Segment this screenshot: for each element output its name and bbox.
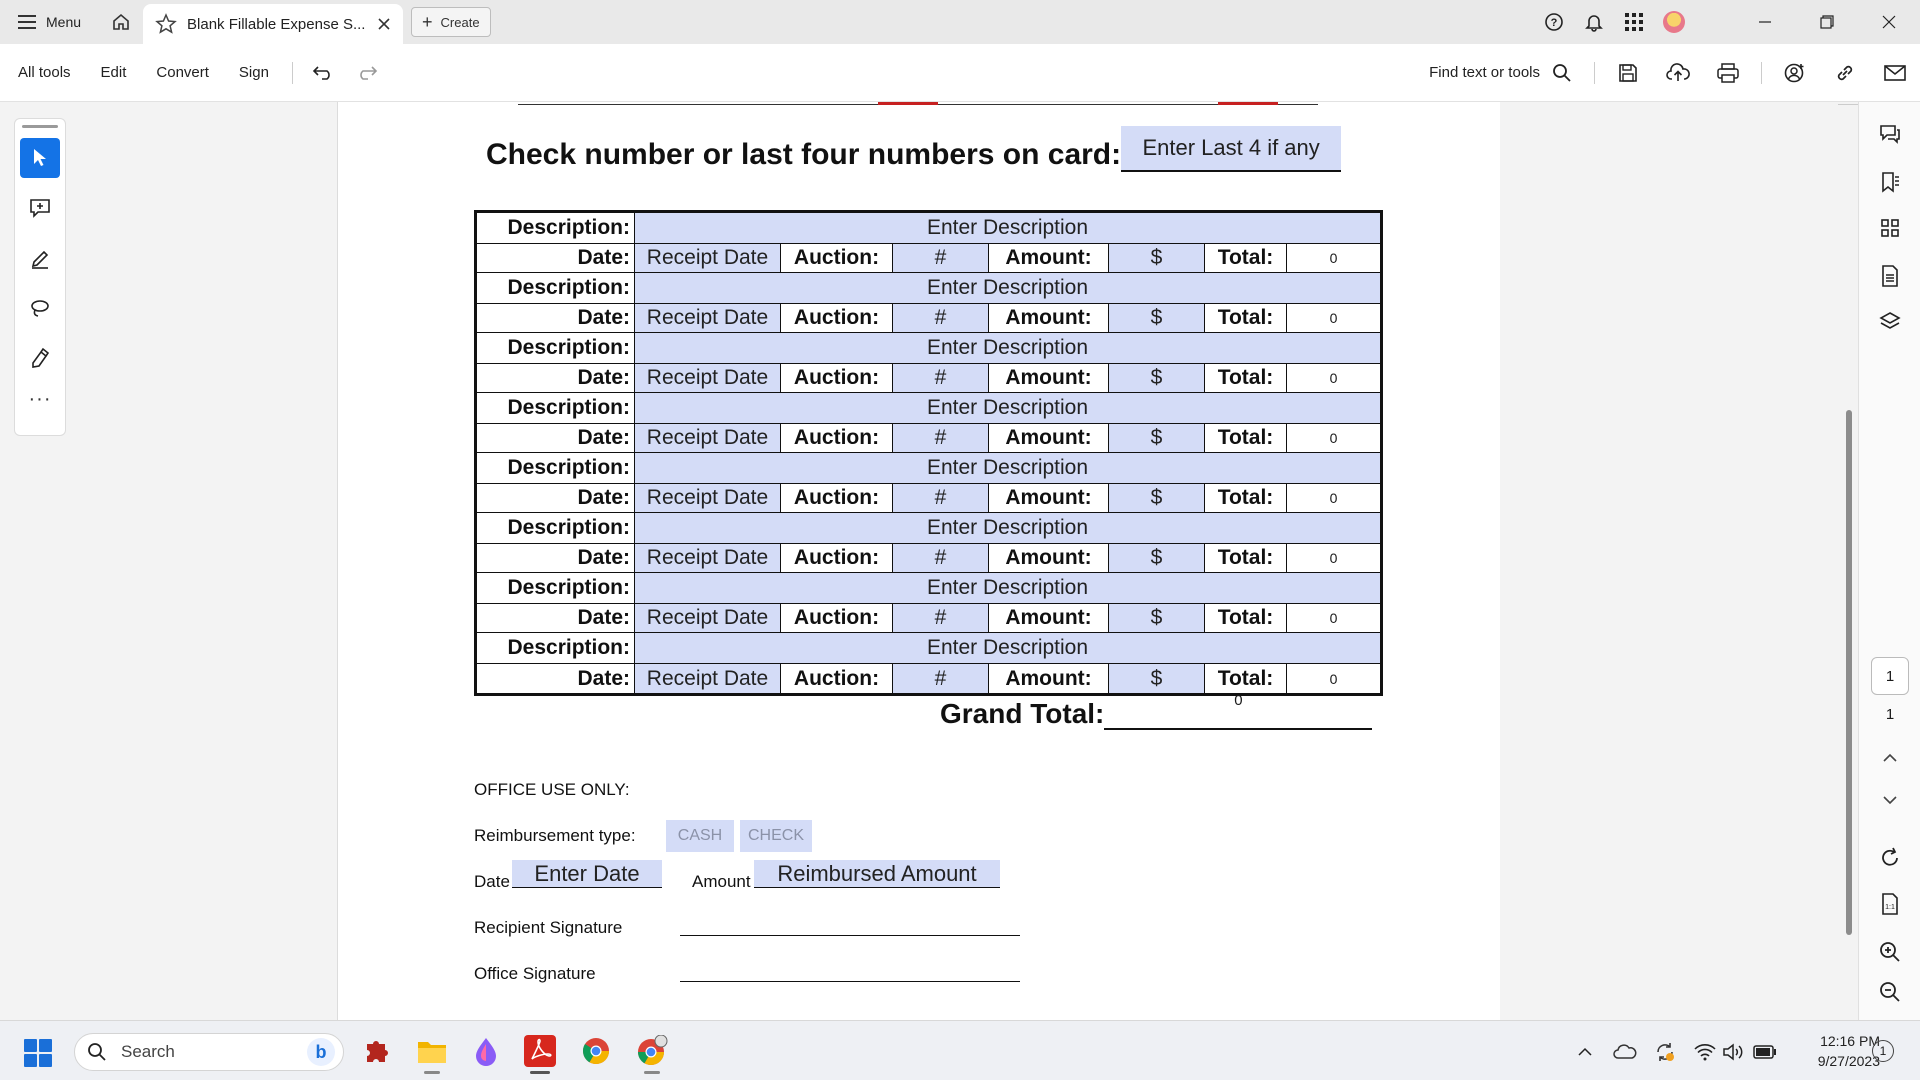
page-fit-icon bbox=[1880, 893, 1900, 915]
receipt-date-field[interactable]: Receipt Date bbox=[635, 364, 781, 392]
paint-drop-icon bbox=[473, 1036, 499, 1066]
title-bar bbox=[0, 0, 1920, 44]
rail-drag-handle[interactable] bbox=[22, 125, 58, 128]
office-signature-line[interactable] bbox=[680, 981, 1020, 982]
toolbar-divider bbox=[292, 62, 293, 84]
amount-label: Amount bbox=[692, 872, 751, 891]
zoom-in-icon bbox=[1879, 941, 1901, 963]
total-label: Total: bbox=[1205, 664, 1287, 693]
taskbar-search-label: Search bbox=[121, 1042, 175, 1061]
running-indicator bbox=[530, 1071, 550, 1074]
description-label: Description: bbox=[477, 633, 635, 663]
more-tools-icon[interactable]: ··· bbox=[28, 388, 52, 410]
redo-icon bbox=[356, 65, 378, 81]
create-label: Create bbox=[440, 14, 480, 30]
details-row bbox=[477, 543, 1380, 573]
auction-label: Auction: bbox=[781, 544, 893, 572]
chevron-down-icon bbox=[1882, 795, 1898, 805]
running-indicator bbox=[644, 1071, 660, 1074]
refresh-rotate-icon bbox=[1879, 847, 1901, 869]
total-label: Total: bbox=[1205, 304, 1287, 332]
left-panel bbox=[0, 102, 338, 1020]
office-signature-label: Office Signature bbox=[474, 964, 596, 983]
details-row bbox=[477, 423, 1380, 453]
details-row bbox=[477, 303, 1380, 333]
description-label: Description: bbox=[477, 393, 635, 423]
save-button[interactable] bbox=[1603, 44, 1653, 102]
auction-number-field[interactable]: # bbox=[893, 424, 989, 452]
auction-number-field[interactable]: # bbox=[893, 364, 989, 392]
expense-table bbox=[474, 210, 1383, 696]
amount-field[interactable]: $ bbox=[1109, 664, 1205, 693]
menu-button[interactable] bbox=[0, 0, 99, 44]
auction-label: Auction: bbox=[781, 424, 893, 452]
convert-menu[interactable]: Convert bbox=[156, 64, 209, 81]
layers-panel-button[interactable] bbox=[1859, 302, 1920, 342]
highlighter-icon bbox=[29, 247, 51, 269]
taskbar-app-acrobat[interactable] bbox=[520, 1031, 560, 1071]
cursor-arrow-icon bbox=[31, 148, 49, 168]
windows-taskbar bbox=[0, 1020, 1920, 1080]
receipt-date-field[interactable]: Receipt Date bbox=[635, 484, 781, 512]
chevron-up-icon bbox=[1578, 1047, 1592, 1057]
tab-title: Blank Fillable Expense S... bbox=[187, 15, 366, 33]
amount-field[interactable]: $ bbox=[1109, 484, 1205, 512]
auction-label: Auction: bbox=[781, 604, 893, 632]
amount-field[interactable]: $ bbox=[1109, 544, 1205, 572]
svg-text:1:1: 1:1 bbox=[1885, 904, 1895, 911]
total-pages: 1 bbox=[1885, 706, 1895, 723]
create-button[interactable] bbox=[411, 7, 491, 37]
auction-number-field[interactable]: # bbox=[893, 304, 989, 332]
red-marker bbox=[878, 102, 938, 105]
description-row bbox=[477, 513, 1380, 543]
auction-number-field[interactable]: # bbox=[893, 664, 989, 693]
description-row bbox=[477, 273, 1380, 303]
amount-label: Amount: bbox=[989, 604, 1109, 632]
previous-section-edge bbox=[518, 102, 1318, 105]
toolbar-divider bbox=[1761, 62, 1762, 84]
zoom-in-button[interactable] bbox=[1859, 932, 1920, 972]
home-button[interactable] bbox=[99, 0, 143, 44]
amount-label: Amount: bbox=[989, 424, 1109, 452]
clock-time: 12:16 PM bbox=[1820, 1033, 1880, 1049]
document-properties-button[interactable] bbox=[1859, 256, 1920, 296]
amount-label: Amount: bbox=[989, 244, 1109, 272]
running-indicator bbox=[424, 1071, 440, 1074]
email-button[interactable] bbox=[1870, 44, 1920, 102]
auction-label: Auction: bbox=[781, 304, 893, 332]
description-field[interactable]: Enter Description bbox=[635, 273, 1380, 303]
auction-number-field[interactable]: # bbox=[893, 484, 989, 512]
svg-text:?: ? bbox=[1550, 17, 1558, 29]
amount-field[interactable]: $ bbox=[1109, 424, 1205, 452]
copy-link-button[interactable] bbox=[1820, 44, 1870, 102]
amount-field[interactable]: $ bbox=[1109, 244, 1205, 272]
zoom-out-icon bbox=[1879, 981, 1901, 1003]
document-page bbox=[338, 102, 1500, 1020]
bing-icon[interactable]: b bbox=[307, 1038, 335, 1066]
receipt-date-field[interactable]: Receipt Date bbox=[635, 424, 781, 452]
taskbar-search-box[interactable] bbox=[74, 1033, 344, 1071]
share-user-button[interactable] bbox=[1770, 44, 1820, 102]
taskbar-app-chrome-profile[interactable] bbox=[632, 1031, 672, 1071]
undo-button[interactable] bbox=[301, 44, 345, 102]
close-icon bbox=[1882, 15, 1896, 29]
upload-cloud-button[interactable] bbox=[1653, 44, 1703, 102]
amount-label: Amount: bbox=[989, 364, 1109, 392]
search-icon bbox=[1552, 63, 1572, 83]
star-icon[interactable] bbox=[155, 13, 177, 35]
details-row bbox=[477, 603, 1380, 633]
system-clock[interactable] bbox=[1790, 1031, 1880, 1071]
date-label: Date: bbox=[477, 304, 635, 332]
total-label: Total: bbox=[1205, 484, 1287, 512]
description-row bbox=[477, 213, 1380, 243]
row-total-value: 0 bbox=[1287, 544, 1380, 572]
add-comment-tool[interactable] bbox=[20, 188, 60, 228]
link-icon bbox=[1834, 62, 1856, 84]
document-tab[interactable] bbox=[143, 4, 403, 44]
auction-number-field[interactable]: # bbox=[893, 544, 989, 572]
speaker-icon bbox=[1722, 1043, 1744, 1061]
all-tools-menu[interactable]: All tools bbox=[18, 64, 71, 81]
description-label: Description: bbox=[477, 333, 635, 363]
reimbursement-type-label: Reimbursement type: bbox=[474, 826, 636, 845]
chrome-icon bbox=[581, 1036, 611, 1066]
taskbar-app-chrome[interactable] bbox=[576, 1031, 616, 1071]
sync-tray[interactable] bbox=[1652, 1039, 1678, 1065]
amount-field[interactable]: $ bbox=[1109, 364, 1205, 392]
amount-label: Amount: bbox=[989, 484, 1109, 512]
cloud-icon bbox=[1613, 1044, 1637, 1060]
highlight-tool[interactable] bbox=[20, 238, 60, 278]
plus-icon: + bbox=[422, 11, 433, 32]
scrollbar-thumb[interactable] bbox=[1846, 410, 1852, 935]
description-field[interactable]: Enter Description bbox=[635, 333, 1380, 363]
battery-icon bbox=[1753, 1045, 1777, 1059]
check-number-field[interactable]: Enter Last 4 if any bbox=[1121, 126, 1341, 172]
print-button[interactable] bbox=[1703, 44, 1753, 102]
acrobat-icon bbox=[524, 1035, 556, 1067]
quick-tools-rail bbox=[14, 118, 66, 436]
total-label: Total: bbox=[1205, 244, 1287, 272]
description-field[interactable]: Enter Description bbox=[635, 453, 1380, 483]
description-label: Description: bbox=[477, 513, 635, 543]
save-icon bbox=[1618, 63, 1638, 83]
total-label: Total: bbox=[1205, 604, 1287, 632]
find-text-or-tools[interactable] bbox=[1429, 63, 1586, 83]
fit-page-button[interactable] bbox=[1859, 884, 1920, 924]
date-label: Date: bbox=[477, 364, 635, 392]
date-label: Date: bbox=[477, 604, 635, 632]
windows-start-button[interactable] bbox=[24, 1039, 52, 1067]
comment-add-icon bbox=[29, 197, 51, 219]
auction-label: Auction: bbox=[781, 664, 893, 693]
receipt-date-field[interactable]: Receipt Date bbox=[635, 544, 781, 572]
cloud-upload-icon bbox=[1666, 63, 1690, 83]
taskbar-app-puzzle[interactable] bbox=[356, 1031, 396, 1071]
add-user-icon bbox=[1784, 62, 1806, 84]
volume-tray[interactable] bbox=[1720, 1039, 1746, 1065]
total-label: Total: bbox=[1205, 364, 1287, 392]
find-label: Find text or tools bbox=[1429, 64, 1540, 81]
notification-count-badge[interactable]: 1 bbox=[1872, 1040, 1894, 1062]
minimize-button[interactable] bbox=[1734, 0, 1796, 44]
wifi-tray[interactable] bbox=[1692, 1039, 1718, 1065]
lasso-draw-icon bbox=[29, 297, 51, 319]
auction-number-field[interactable]: # bbox=[893, 604, 989, 632]
hamburger-icon bbox=[18, 15, 36, 29]
auction-label: Auction: bbox=[781, 484, 893, 512]
total-label: Total: bbox=[1205, 544, 1287, 572]
row-total-value: 0 bbox=[1287, 604, 1380, 632]
comments-icon bbox=[1879, 123, 1901, 145]
row-total-value: 0 bbox=[1287, 484, 1380, 512]
zoom-out-button[interactable] bbox=[1859, 972, 1920, 1012]
sync-icon bbox=[1654, 1041, 1676, 1063]
recipient-signature-line[interactable] bbox=[680, 935, 1020, 936]
receipt-date-field[interactable]: Receipt Date bbox=[635, 244, 781, 272]
description-label: Description: bbox=[477, 213, 635, 243]
description-row bbox=[477, 393, 1380, 423]
amount-label: Amount: bbox=[989, 304, 1109, 332]
amount-label: Amount: bbox=[989, 664, 1109, 693]
edit-menu[interactable]: Edit bbox=[100, 64, 127, 81]
battery-tray[interactable] bbox=[1752, 1039, 1778, 1065]
folder-icon bbox=[417, 1038, 447, 1064]
total-label: Total: bbox=[1205, 424, 1287, 452]
thumbnails-panel-button[interactable] bbox=[1859, 208, 1920, 248]
previous-page-button[interactable] bbox=[1859, 738, 1920, 778]
close-tab-icon[interactable] bbox=[377, 17, 391, 31]
show-hidden-icons[interactable] bbox=[1572, 1039, 1598, 1065]
amount-field[interactable]: $ bbox=[1109, 604, 1205, 632]
sign-tool[interactable] bbox=[20, 338, 60, 378]
description-field[interactable]: Enter Description bbox=[635, 573, 1380, 603]
office-use-heading: OFFICE USE ONLY: bbox=[474, 780, 630, 799]
restore-button[interactable] bbox=[1796, 0, 1858, 44]
row-total-value: 0 bbox=[1287, 424, 1380, 452]
details-row bbox=[477, 363, 1380, 393]
row-total-value: 0 bbox=[1287, 304, 1380, 332]
taskbar-app-file-explorer[interactable] bbox=[412, 1031, 452, 1071]
menu-label: Menu bbox=[46, 14, 82, 30]
grand-total-value: 0 bbox=[1104, 690, 1372, 730]
description-row bbox=[477, 453, 1380, 483]
mail-icon bbox=[1884, 64, 1906, 82]
receipt-date-field[interactable]: Receipt Date bbox=[635, 604, 781, 632]
rotate-button[interactable] bbox=[1859, 838, 1920, 878]
taskbar-app-paint[interactable] bbox=[466, 1031, 506, 1071]
bookmark-icon bbox=[1879, 171, 1901, 193]
apps-grid-icon[interactable] bbox=[1614, 0, 1654, 44]
description-label: Description: bbox=[477, 573, 635, 603]
description-label: Description: bbox=[477, 453, 635, 483]
recipient-signature-label: Recipient Signature bbox=[474, 918, 623, 937]
next-page-button[interactable] bbox=[1859, 780, 1920, 820]
undo-icon bbox=[312, 65, 334, 81]
reimbursement-date-field[interactable]: Enter Date bbox=[512, 860, 662, 888]
auction-label: Auction: bbox=[781, 364, 893, 392]
bell-icon[interactable] bbox=[1574, 0, 1614, 44]
date-label: Date: bbox=[477, 484, 635, 512]
row-total-value: 0 bbox=[1287, 664, 1380, 693]
printer-icon bbox=[1717, 63, 1739, 83]
check-number-row bbox=[486, 126, 1341, 172]
description-field[interactable]: Enter Description bbox=[635, 513, 1380, 543]
grid-thumbnails-icon bbox=[1880, 218, 1900, 238]
details-row bbox=[477, 243, 1380, 273]
search-icon bbox=[87, 1042, 107, 1062]
toolbar-divider bbox=[1594, 62, 1595, 84]
cash-option-button[interactable]: CASH bbox=[666, 820, 734, 852]
description-field[interactable]: Enter Description bbox=[635, 213, 1380, 243]
row-total-value: 0 bbox=[1287, 364, 1380, 392]
row-total-value: 0 bbox=[1287, 244, 1380, 272]
date-label: Date bbox=[474, 872, 510, 891]
description-row bbox=[477, 333, 1380, 363]
auction-label: Auction: bbox=[781, 244, 893, 272]
date-label: Date: bbox=[477, 424, 635, 452]
bookmarks-panel-button[interactable] bbox=[1859, 162, 1920, 202]
description-label: Description: bbox=[477, 273, 635, 303]
home-icon bbox=[111, 12, 131, 32]
onedrive-tray[interactable] bbox=[1612, 1039, 1638, 1065]
check-number-label: Check number or last four numbers on card: bbox=[486, 138, 1122, 171]
date-label: Date: bbox=[477, 664, 635, 693]
description-field[interactable]: Enter Description bbox=[635, 393, 1380, 423]
date-label: Date: bbox=[477, 544, 635, 572]
close-window-button[interactable] bbox=[1858, 0, 1920, 44]
description-row bbox=[477, 573, 1380, 603]
select-tool[interactable] bbox=[20, 138, 60, 178]
check-option-button[interactable]: CHECK bbox=[740, 820, 812, 852]
right-sidebar bbox=[1858, 102, 1920, 1020]
auction-number-field[interactable]: # bbox=[893, 244, 989, 272]
puzzle-app-icon bbox=[361, 1036, 391, 1066]
scrollbar-top-cap bbox=[1838, 104, 1858, 112]
document-icon bbox=[1880, 265, 1900, 287]
description-field[interactable]: Enter Description bbox=[635, 633, 1380, 663]
current-page-input[interactable]: 1 bbox=[1871, 657, 1909, 695]
amount-label: Amount: bbox=[989, 544, 1109, 572]
clock-date: 9/27/2023 bbox=[1817, 1053, 1880, 1069]
layers-icon bbox=[1879, 311, 1901, 333]
details-row bbox=[477, 483, 1380, 513]
details-row bbox=[477, 663, 1380, 693]
draw-tool[interactable] bbox=[20, 288, 60, 328]
pen-sign-icon bbox=[29, 347, 51, 369]
red-marker bbox=[1218, 102, 1278, 105]
restore-icon bbox=[1820, 15, 1834, 29]
receipt-date-field[interactable]: Receipt Date bbox=[635, 304, 781, 332]
chrome-profile-icon bbox=[636, 1035, 668, 1067]
wifi-icon bbox=[1694, 1043, 1716, 1061]
grand-total-row bbox=[940, 690, 1372, 730]
description-row bbox=[477, 633, 1380, 663]
profile-avatar[interactable] bbox=[1654, 0, 1694, 44]
comments-panel-button[interactable] bbox=[1859, 114, 1920, 154]
grand-total-label: Grand Total: bbox=[940, 698, 1105, 729]
receipt-date-field[interactable]: Receipt Date bbox=[635, 664, 781, 693]
help-icon[interactable] bbox=[1534, 0, 1574, 44]
chevron-up-icon bbox=[1882, 753, 1898, 763]
reimbursed-amount-field[interactable]: Reimbursed Amount bbox=[754, 860, 1000, 888]
avatar-icon bbox=[1663, 11, 1685, 33]
minimize-icon bbox=[1758, 15, 1772, 29]
redo-button[interactable] bbox=[345, 44, 389, 102]
sign-menu[interactable]: Sign bbox=[238, 64, 269, 81]
date-label: Date: bbox=[477, 244, 635, 272]
document-right-gutter bbox=[1500, 102, 1844, 1020]
amount-field[interactable]: $ bbox=[1109, 304, 1205, 332]
main-toolbar bbox=[0, 44, 1920, 102]
